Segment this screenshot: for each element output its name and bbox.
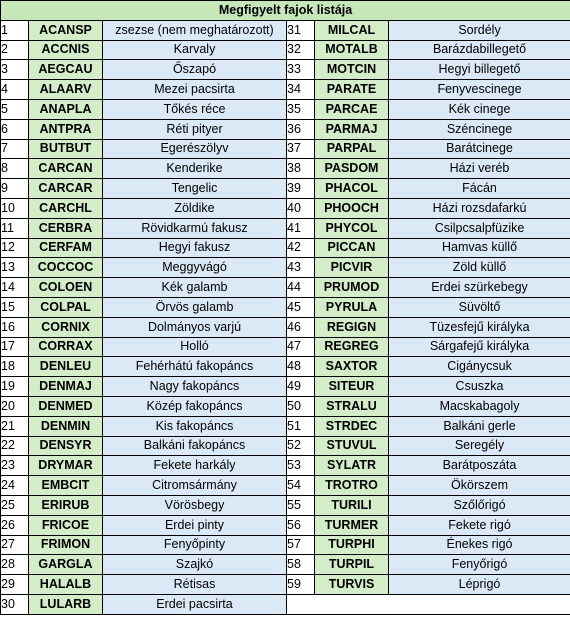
table-row <box>1 515 570 535</box>
table-row <box>1 80 570 100</box>
species-name: Szőlőrigó <box>389 495 570 515</box>
species-number: 33 <box>287 60 315 80</box>
species-code: HALALB <box>29 575 103 595</box>
species-code: CORNIX <box>29 317 103 337</box>
species-number: 46 <box>287 317 315 337</box>
table-row <box>1 575 570 595</box>
title-row <box>1 1 570 21</box>
species-number: 27 <box>1 535 29 555</box>
species-name: Hegyi billegető <box>389 60 570 80</box>
species-code: PARPAL <box>315 139 389 159</box>
species-name: Seregély <box>389 436 570 456</box>
species-code: SAXTOR <box>315 357 389 377</box>
species-code: PARCAE <box>315 99 389 119</box>
table-row <box>1 535 570 555</box>
species-code: TURMER <box>315 515 389 535</box>
species-code: LULARB <box>29 594 103 614</box>
species-name: Fácán <box>389 179 570 199</box>
table-row <box>1 179 570 199</box>
species-code: PARMAJ <box>315 119 389 139</box>
species-number: 16 <box>1 317 29 337</box>
species-name: Csilpcsalpfüzike <box>389 218 570 238</box>
species-name: Karvaly <box>103 40 287 60</box>
species-name: Örvös galamb <box>103 297 287 317</box>
species-code: TURILI <box>315 495 389 515</box>
species-name: Egerészölyv <box>103 139 287 159</box>
species-number: 42 <box>287 238 315 258</box>
species-code: STRDEC <box>315 416 389 436</box>
species-number: 29 <box>1 575 29 595</box>
species-name: Erdei pacsirta <box>103 594 287 614</box>
species-code: TROTRO <box>315 476 389 496</box>
table-row <box>1 99 570 119</box>
species-name: Énekes rigó <box>389 535 570 555</box>
species-name: Süvöltő <box>389 297 570 317</box>
species-name: Dolmányos varjú <box>103 317 287 337</box>
table-row <box>1 495 570 515</box>
species-name: Citromsármány <box>103 476 287 496</box>
species-code: ERIRUB <box>29 495 103 515</box>
species-number: 43 <box>287 258 315 278</box>
species-code: REGIGN <box>315 317 389 337</box>
empty-cell <box>287 594 570 614</box>
species-code: CORRAX <box>29 337 103 357</box>
species-number: 32 <box>287 40 315 60</box>
species-name: Tengelic <box>103 179 287 199</box>
species-code: MOTCIN <box>315 60 389 80</box>
species-code: EMBCIT <box>29 476 103 496</box>
species-code: PICVIR <box>315 258 389 278</box>
species-number: 49 <box>287 377 315 397</box>
species-code: PASDOM <box>315 159 389 179</box>
species-name: Léprigó <box>389 575 570 595</box>
table-row <box>1 476 570 496</box>
species-code: CERBRA <box>29 218 103 238</box>
species-number: 57 <box>287 535 315 555</box>
table-row <box>1 218 570 238</box>
table-row <box>1 555 570 575</box>
species-number: 59 <box>287 575 315 595</box>
species-number: 39 <box>287 179 315 199</box>
species-rows <box>1 20 570 614</box>
species-name: Barátcinege <box>389 139 570 159</box>
species-number: 48 <box>287 357 315 377</box>
species-code: BUTBUT <box>29 139 103 159</box>
species-name: Hamvas küllő <box>389 238 570 258</box>
species-name: Erdei szürkebegy <box>389 278 570 298</box>
species-number: 11 <box>1 218 29 238</box>
table-row <box>1 139 570 159</box>
species-code: DENLEU <box>29 357 103 377</box>
species-code: DRYMAR <box>29 456 103 476</box>
species-number: 4 <box>1 80 29 100</box>
species-code: COLPAL <box>29 297 103 317</box>
species-number: 25 <box>1 495 29 515</box>
species-code: COLOEN <box>29 278 103 298</box>
table-row <box>1 20 570 40</box>
species-code: SYLATR <box>315 456 389 476</box>
species-code: PRUMOD <box>315 278 389 298</box>
species-code: PHYCOL <box>315 218 389 238</box>
species-name: Őszapó <box>103 60 287 80</box>
table-row <box>1 297 570 317</box>
table-row <box>1 357 570 377</box>
table-row <box>1 278 570 298</box>
species-number: 51 <box>287 416 315 436</box>
species-number: 36 <box>287 119 315 139</box>
species-name: Barátposzáta <box>389 456 570 476</box>
species-code: ALAARV <box>29 80 103 100</box>
table-row <box>1 40 570 60</box>
species-name: Macskabagoly <box>389 396 570 416</box>
species-name: Fenyőrigó <box>389 555 570 575</box>
species-name: Kék cinege <box>389 99 570 119</box>
table-title: Megfigyelt fajok listája <box>1 1 570 21</box>
species-number: 9 <box>1 179 29 199</box>
species-code: SITEUR <box>315 377 389 397</box>
species-code: COCCOC <box>29 258 103 278</box>
species-name: Cigánycsuk <box>389 357 570 377</box>
table-row <box>1 594 570 614</box>
species-name: Sordély <box>389 20 570 40</box>
species-name: Sárgafejű királyka <box>389 337 570 357</box>
species-number: 3 <box>1 60 29 80</box>
species-code: PYRULA <box>315 297 389 317</box>
table-row <box>1 396 570 416</box>
table-row <box>1 317 570 337</box>
species-name: Fekete rigó <box>389 515 570 535</box>
species-number: 17 <box>1 337 29 357</box>
species-name: Rétisas <box>103 575 287 595</box>
species-number: 20 <box>1 396 29 416</box>
species-code: REGREG <box>315 337 389 357</box>
table-row <box>1 198 570 218</box>
species-number: 37 <box>287 139 315 159</box>
species-name: Tüzesfejű királyka <box>389 317 570 337</box>
species-code: MOTALB <box>315 40 389 60</box>
species-number: 47 <box>287 337 315 357</box>
species-name: zsezse (nem meghatározott) <box>103 20 287 40</box>
species-name: Vörösbegy <box>103 495 287 515</box>
table-row <box>1 436 570 456</box>
species-number: 23 <box>1 456 29 476</box>
species-code: TURPHI <box>315 535 389 555</box>
table-row <box>1 416 570 436</box>
species-code: ANTPRA <box>29 119 103 139</box>
species-code: CERFAM <box>29 238 103 258</box>
species-number: 21 <box>1 416 29 436</box>
species-number: 15 <box>1 297 29 317</box>
species-name: Széncinege <box>389 119 570 139</box>
species-code: ACCNIS <box>29 40 103 60</box>
species-name: Fenyőpinty <box>103 535 287 555</box>
species-code: ACANSP <box>29 20 103 40</box>
species-number: 28 <box>1 555 29 575</box>
species-number: 38 <box>287 159 315 179</box>
species-name: Szajkó <box>103 555 287 575</box>
species-code: DENMAJ <box>29 377 103 397</box>
species-code: FRICOE <box>29 515 103 535</box>
species-name: Réti pityer <box>103 119 287 139</box>
species-number: 26 <box>1 515 29 535</box>
species-name: Erdei pinty <box>103 515 287 535</box>
table-row <box>1 60 570 80</box>
species-name: Házi rozsdafarkú <box>389 198 570 218</box>
species-name: Hegyi fakusz <box>103 238 287 258</box>
table-row <box>1 377 570 397</box>
species-name: Házi veréb <box>389 159 570 179</box>
species-name: Holló <box>103 337 287 357</box>
species-number: 55 <box>287 495 315 515</box>
species-code: STRALU <box>315 396 389 416</box>
species-number: 1 <box>1 20 29 40</box>
species-number: 40 <box>287 198 315 218</box>
species-code: DENMED <box>29 396 103 416</box>
species-number: 50 <box>287 396 315 416</box>
species-name: Zöldike <box>103 198 287 218</box>
species-code: MILCAL <box>315 20 389 40</box>
species-name: Tőkés réce <box>103 99 287 119</box>
species-name: Meggyvágó <box>103 258 287 278</box>
species-number: 30 <box>1 594 29 614</box>
species-code: PICCAN <box>315 238 389 258</box>
table-row <box>1 337 570 357</box>
species-number: 12 <box>1 238 29 258</box>
species-code: PARATE <box>315 80 389 100</box>
species-code: CARCAR <box>29 179 103 199</box>
species-code: PHACOL <box>315 179 389 199</box>
species-code: TURVIS <box>315 575 389 595</box>
species-name: Zöld küllő <box>389 258 570 278</box>
species-number: 6 <box>1 119 29 139</box>
species-name: Barázdabillegető <box>389 40 570 60</box>
species-name: Kék galamb <box>103 278 287 298</box>
species-name: Rövidkarmú fakusz <box>103 218 287 238</box>
species-code: TURPIL <box>315 555 389 575</box>
species-number: 53 <box>287 456 315 476</box>
species-code: FRIMON <box>29 535 103 555</box>
table-row <box>1 119 570 139</box>
species-name: Fekete harkály <box>103 456 287 476</box>
species-name: Kenderike <box>103 159 287 179</box>
species-code: CARCAN <box>29 159 103 179</box>
species-name: Balkáni gerle <box>389 416 570 436</box>
species-number: 19 <box>1 377 29 397</box>
species-number: 56 <box>287 515 315 535</box>
species-number: 10 <box>1 198 29 218</box>
species-number: 14 <box>1 278 29 298</box>
table-row <box>1 258 570 278</box>
species-name: Csuszka <box>389 377 570 397</box>
species-number: 22 <box>1 436 29 456</box>
species-name: Balkáni fakopáncs <box>103 436 287 456</box>
table-row <box>1 159 570 179</box>
species-name: Közép fakopáncs <box>103 396 287 416</box>
species-number: 34 <box>287 80 315 100</box>
species-number: 18 <box>1 357 29 377</box>
species-number: 13 <box>1 258 29 278</box>
species-name: Ökörszem <box>389 476 570 496</box>
species-number: 44 <box>287 278 315 298</box>
species-number: 24 <box>1 476 29 496</box>
species-code: DENSYR <box>29 436 103 456</box>
species-name: Kis fakopáncs <box>103 416 287 436</box>
species-number: 45 <box>287 297 315 317</box>
species-number: 2 <box>1 40 29 60</box>
species-code: PHOOCH <box>315 198 389 218</box>
species-number: 7 <box>1 139 29 159</box>
species-name: Fenyvescinege <box>389 80 570 100</box>
species-code: ANAPLA <box>29 99 103 119</box>
species-name: Mezei pacsirta <box>103 80 287 100</box>
species-number: 58 <box>287 555 315 575</box>
species-number: 35 <box>287 99 315 119</box>
table-row <box>1 238 570 258</box>
species-number: 5 <box>1 99 29 119</box>
species-code: DENMIN <box>29 416 103 436</box>
species-number: 31 <box>287 20 315 40</box>
species-number: 52 <box>287 436 315 456</box>
species-number: 41 <box>287 218 315 238</box>
species-name: Nagy fakopáncs <box>103 377 287 397</box>
table-row <box>1 456 570 476</box>
species-name: Fehérhátú fakopáncs <box>103 357 287 377</box>
species-number: 54 <box>287 476 315 496</box>
species-code: GARGLA <box>29 555 103 575</box>
species-code: AEGCAU <box>29 60 103 80</box>
species-code: CARCHL <box>29 198 103 218</box>
species-number: 8 <box>1 159 29 179</box>
species-code: STUVUL <box>315 436 389 456</box>
